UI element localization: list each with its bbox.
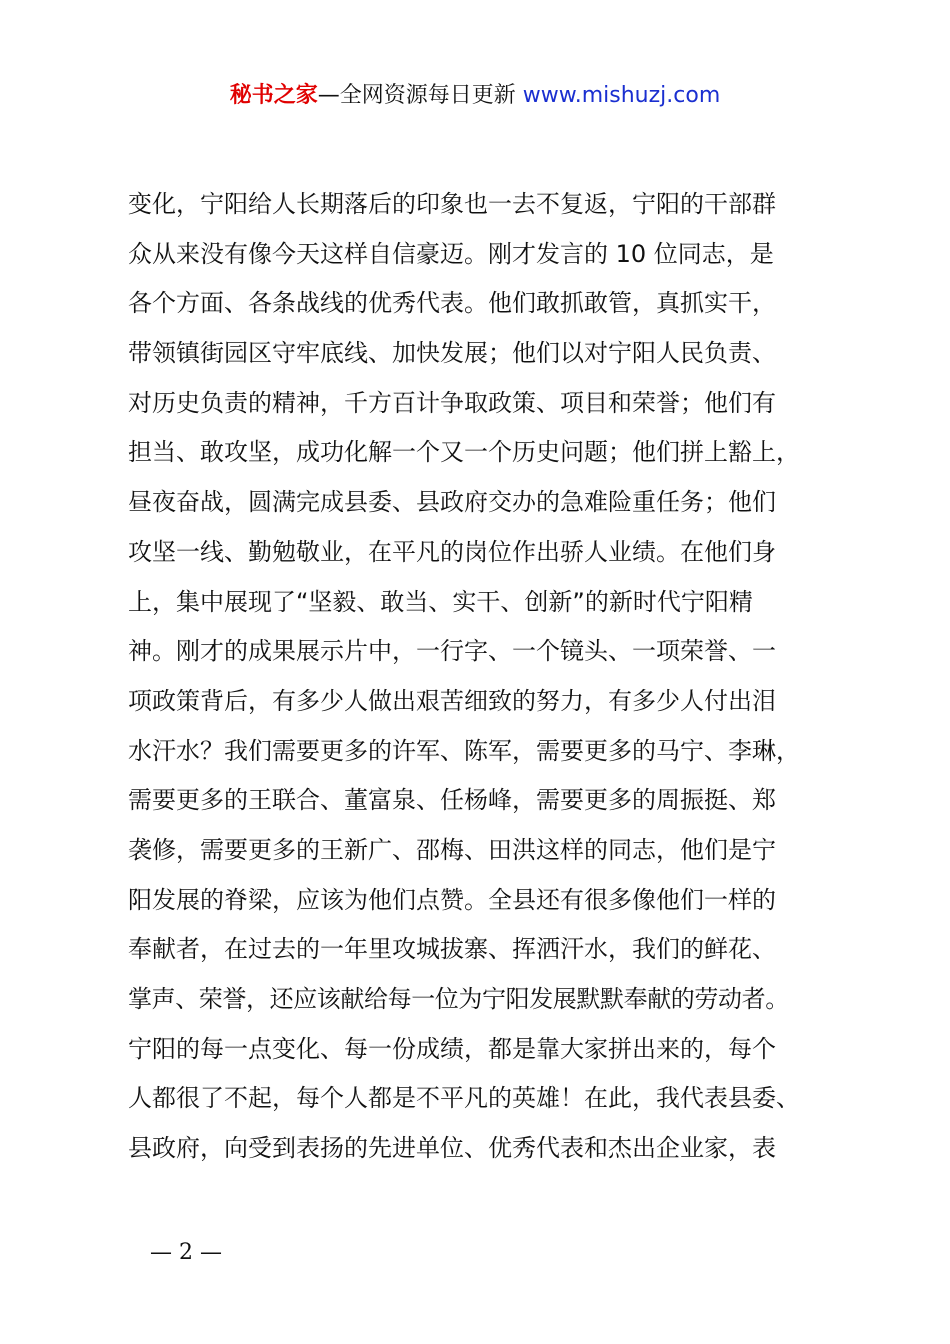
body-line: 奉献者，在过去的一年里攻城拔寨、挥洒汗水，我们的鲜花、 (128, 935, 776, 964)
body-line: 县政府，向受到表扬的先进单位、优秀代表和杰出企业家，表 (128, 1134, 776, 1163)
body-line: 众从来没有像今天这样自信豪迈。刚才发言的 10 位同志，是 (128, 239, 774, 268)
site-watermark-header (0, 80, 950, 112)
body-line: 袭修，需要更多的王新广、邵梅、田洪这样的同志，他们是宁 (128, 835, 776, 864)
body-line: 神。刚才的成果展示片中，一行字、一个镜头、一项荣誉、一 (128, 637, 776, 666)
body-line: 项政策背后，有多少人做出艰苦细致的努力，有多少人付出泪 (128, 686, 776, 715)
body-line: 阳发展的脊梁，应该为他们点赞。全县还有很多像他们一样的 (128, 885, 776, 914)
body-line: 对历史负责的精神，千方百计争取政策、项目和荣誉；他们有 (128, 388, 776, 417)
body-line: 变化，宁阳给人长期落后的印象也一去不复返，宁阳的干部群 (128, 190, 776, 218)
document-body (128, 180, 828, 1174)
body-line: 水汗水？我们需要更多的许军、陈军，需要更多的马宁、李琳， (128, 736, 800, 765)
body-line: 昼夜奋战，圆满完成县委、县政府交办的急难险重任务；他们 (128, 488, 776, 517)
body-line: 宁阳的每一点变化、每一份成绩，都是靠大家拼出来的，每个 (128, 1034, 776, 1063)
brand-name: 秘书之家 (229, 83, 318, 108)
body-line: 带领镇街园区守牢底线、加快发展；他们以对宁阳人民负责、 (128, 339, 776, 368)
header-tagline: —全网资源每日更新 (317, 83, 523, 108)
body-line: 需要更多的王联合、董富泉、任杨峰，需要更多的周振挺、郑 (128, 786, 776, 815)
body-line: 掌声、荣誉，还应该献给每一位为宁阳发展默默奉献的劳动者。 (128, 985, 789, 1013)
site-url-link[interactable]: www.mishuzj.com (522, 83, 721, 108)
body-line: 上，集中展现了“坚毅、敢当、实干、创新”的新时代宁阳精 (128, 587, 753, 616)
body-line: 攻坚一线、勤勉敬业，在平凡的岗位作出骄人业绩。在他们身 (128, 537, 776, 566)
body-line: 各个方面、各条战线的优秀代表。他们敢抓敢管，真抓实干， (128, 289, 776, 318)
page-number: — 2 — (150, 1240, 222, 1265)
body-line: 人都很了不起，每个人都是不平凡的英雄！在此，我代表县委、 (128, 1084, 800, 1113)
body-line: 担当、敢攻坚，成功化解一个又一个历史问题；他们拼上豁上， (128, 438, 800, 467)
